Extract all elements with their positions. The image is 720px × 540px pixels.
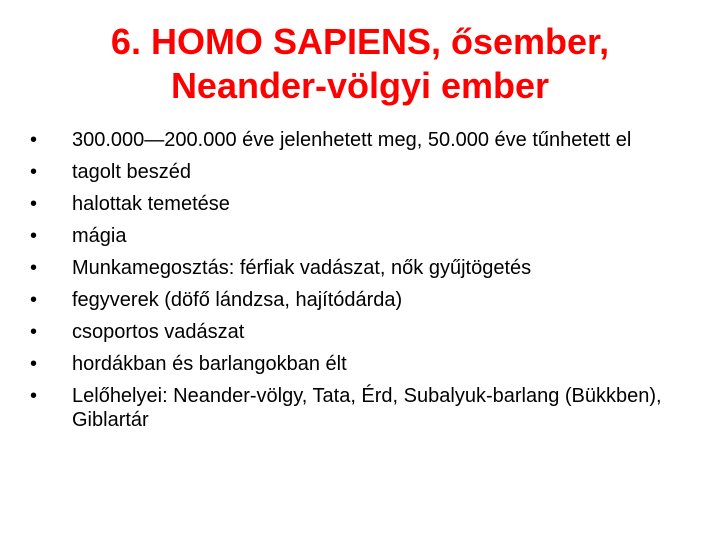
bullet-text: csoportos vadászat [72, 321, 245, 343]
bullet-item [30, 224, 700, 248]
slide-title-line-2: Neander-völgyi ember [170, 65, 550, 106]
bullet-text: fegyverek (döfő lándzsa, hajítódárda) [72, 289, 403, 311]
bullet-text: hordákban és barlangokban élt [72, 353, 347, 375]
bullet-dot-icon: • [30, 193, 38, 215]
bullet-item [30, 320, 700, 344]
bullet-item [30, 192, 700, 216]
bullet-dot-icon: • [30, 161, 38, 183]
bullet-list [30, 128, 700, 440]
bullet-text: tagolt beszéd [72, 161, 191, 183]
bullet-dot-icon: • [30, 321, 38, 343]
bullet-item [30, 256, 700, 280]
bullet-item [30, 128, 700, 152]
bullet-dot-icon: • [30, 225, 38, 247]
slide-title-line-1: 6. HOMO SAPIENS, ősember, [110, 21, 610, 62]
bullet-dot-icon: • [30, 257, 38, 279]
bullet-dot-icon: • [30, 385, 38, 407]
bullet-text: mágia [72, 225, 127, 247]
bullet-dot-icon: • [30, 129, 38, 151]
bullet-item [30, 160, 700, 184]
bullet-text: Lelőhelyei: Neander-völgy, Tata, Érd, Subalyuk-barlang (Bükkben), Giblartár [72, 385, 662, 431]
bullet-item [30, 384, 700, 432]
bullet-text: Munkamegosztás: férfiak vadászat, nők gyűjtögetés [72, 257, 532, 279]
slide-title [40, 20, 680, 108]
bullet-text: 300.000—200.000 éve jelenhetett meg, 50.000 éve tűnhetett el [72, 129, 632, 151]
bullet-text: halottak temetése [72, 193, 230, 215]
bullet-item [30, 288, 700, 312]
bullet-dot-icon: • [30, 289, 38, 311]
bullet-dot-icon: • [30, 353, 38, 375]
bullet-item [30, 352, 700, 376]
